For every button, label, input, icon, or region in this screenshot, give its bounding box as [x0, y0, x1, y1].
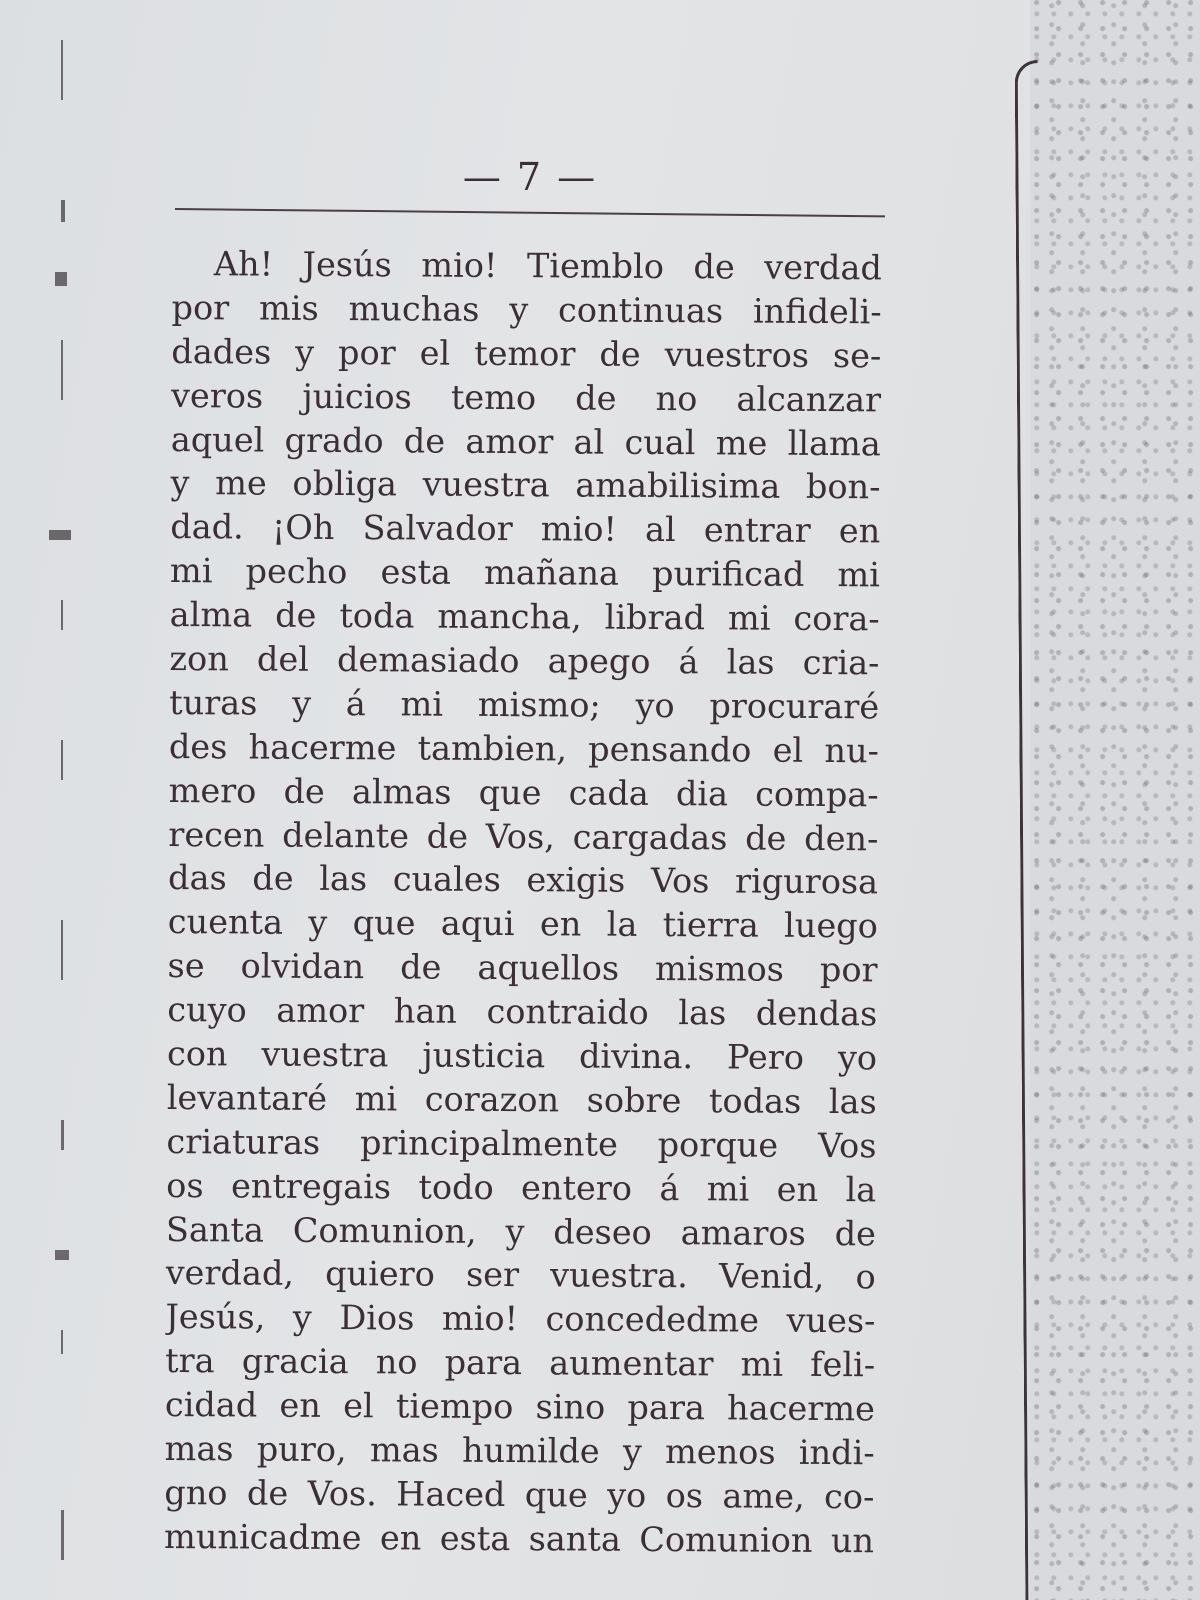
header-rule: [175, 208, 885, 217]
text-line: Santa Comunion, y deseo amaros de: [165, 1209, 877, 1253]
text-line: veros juicios temo de no alcanzar: [170, 375, 882, 420]
text-line: por mis muchas y continuas infideli-: [171, 287, 882, 332]
text-line: dad. ¡Oh Salvador mio! al entrar en: [170, 507, 881, 551]
binding-mark: [61, 340, 63, 400]
binding-mark: [55, 272, 67, 286]
text-line: municadme en esta santa Comunion un: [163, 1516, 875, 1561]
text-line: das de las cuales exigis Vos rigurosa: [167, 858, 879, 902]
text-line: cuenta y que aqui en la tierra luego: [167, 902, 878, 946]
binding-mark: [61, 600, 63, 630]
binding-mark: [61, 40, 63, 100]
text-line: con vuestra justicia divina. Pero yo: [166, 1034, 878, 1078]
text-line: recen delante de Vos, cargadas de den-: [168, 814, 879, 858]
page-number: — 7 —: [462, 155, 598, 199]
text-line: os entregais todo entero á mi en la: [166, 1165, 877, 1210]
binding-mark: [49, 530, 71, 540]
binding-mark: [61, 740, 63, 780]
text-line: mero de almas que cada dia compa-: [168, 770, 879, 815]
binding-mark: [55, 1250, 69, 1260]
binding-mark: [61, 1330, 63, 1354]
text-line: gno de Vos. Haced que yo os ame, co-: [164, 1472, 875, 1517]
binding-mark: [61, 1510, 64, 1560]
text-line: criaturas principalmente porque Vos: [166, 1121, 877, 1166]
text-line: verdad, quiero ser vuestra. Venid, o: [165, 1253, 876, 1297]
text-line: cidad en el tiempo sino para hacerme: [164, 1385, 876, 1429]
text-line: des hacerme tambien, pensando el nu-: [168, 726, 880, 771]
text-line: zon del demasiado apego á las cria-: [169, 639, 880, 683]
binding-mark: [61, 1120, 64, 1150]
text-line: y me obliga vuestra amabilisima bon-: [170, 463, 881, 507]
binding-mark: [61, 920, 63, 980]
text-line: alma de toda mancha, librad mi cora-: [169, 595, 880, 639]
text-line: mi pecho esta mañana purificad mi: [169, 551, 881, 595]
text-line: tra gracia no para aumentar mi feli-: [165, 1341, 876, 1385]
text-line: mas puro, mas humilde y menos indi-: [164, 1429, 875, 1473]
left-binding-marks: [55, 40, 85, 1580]
text-line: levantaré mi corazon sobre todas las: [166, 1077, 877, 1122]
text-line: dades y por el temor de vuestros se-: [171, 331, 882, 376]
text-line: cuyo amor han contraido las dendas: [167, 990, 878, 1034]
text-line: se olvidan de aquellos mismos por: [167, 946, 878, 990]
body-text: [164, 242, 882, 1563]
text-line: aquel grado de amor al cual me llama: [170, 419, 881, 463]
text-line: Jesús, y Dios mio! concededme vues-: [165, 1297, 876, 1341]
adjacent-page-edge: [1030, 0, 1200, 1600]
text-line: Ah! Jesús mio! Tiemblo de verdad: [213, 244, 882, 288]
binding-mark: [61, 200, 65, 222]
text-line: turas y á mi mismo; yo procuraré: [169, 682, 880, 727]
